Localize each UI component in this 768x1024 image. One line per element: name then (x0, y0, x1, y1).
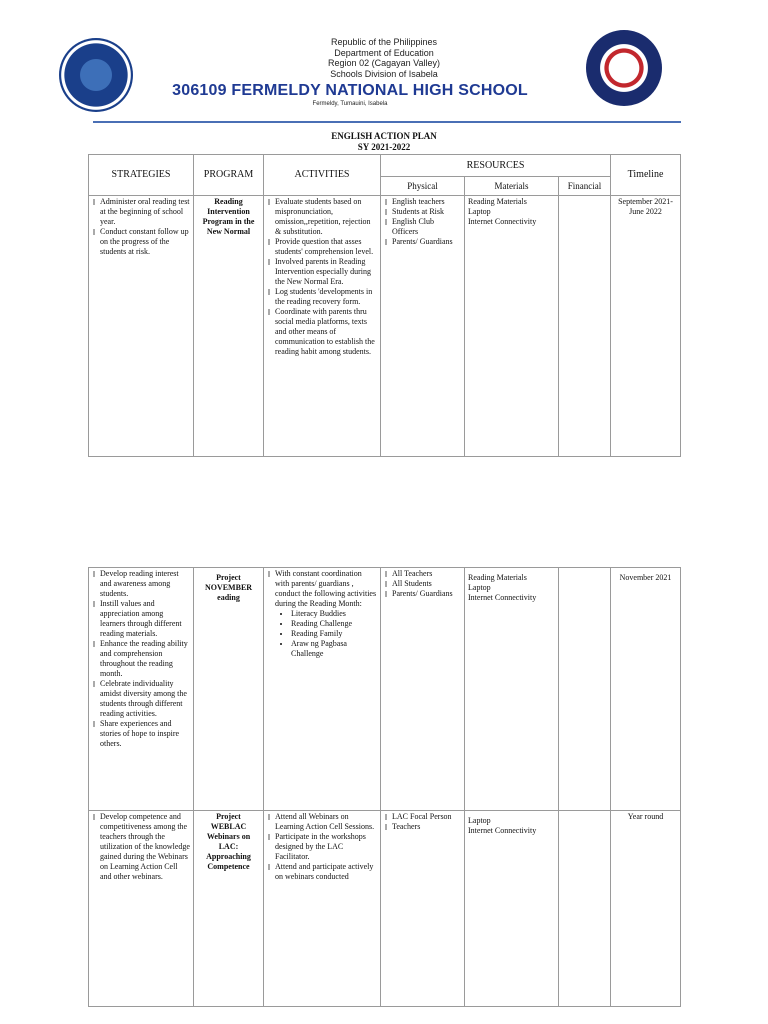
program-cell: Project NOVEMBER eading (194, 568, 264, 811)
table-row (89, 196, 681, 457)
header-divider (93, 121, 681, 123)
table-row (89, 811, 681, 1007)
header-materials: Materials (465, 177, 559, 196)
timeline-cell: September 2021- June 2022 (611, 196, 681, 457)
header-activities: ACTIVITIES (264, 155, 381, 196)
header-resources: RESOURCES (381, 155, 611, 177)
activities-cell: Evaluate students based on mispronunciation, omission,,repetition, rejection & substitution. Provide question that asses students' comprehension level. Involved parents in Reading Intervention especially during the New Normal Era. Log students 'developments in the reading recovery form. Coordinate with parents thru social media platforms, texts and other means of communication to establish the reading habit among students. (264, 196, 381, 457)
activities-cell: Attend all Webinars on Learning Action Cell Sessions. Participate in the workshops designed by the LAC Facilitator. Attend and participate actively on webinars conducted (264, 811, 381, 1007)
strategies-cell: Develop reading interest and awareness among students. Instill values and appreciation among learners through different reading materials. Enhance the reading ability and comprehension throughout the reading month. Celebrate individuality amidst diversity among the students through different reading activities. Share experiences and stories of hope to inspire others. (89, 568, 194, 811)
materials-cell: Reading Materials Laptop Internet Connectivity (465, 196, 559, 457)
physical-cell: LAC Focal Person Teachers (381, 811, 465, 1007)
financial-cell (559, 811, 611, 1007)
header-lines: Republic of the Philippines Department of Education Region 02 (Cagayan Valley) Schools Division of Isabela (328, 37, 440, 79)
program-cell: Reading Intervention Program in the New Normal (194, 196, 264, 457)
header-timeline: Timeline (611, 155, 681, 196)
header-financial: Financial (559, 177, 611, 196)
financial-cell (559, 568, 611, 811)
strategies-cell: Develop competence and competitiveness among the teachers through the utilization of the knowledge gained during the Webinars on Learning Action Cell and other webinars. (89, 811, 194, 1007)
materials-cell: Laptop Internet Connectivity (465, 811, 559, 1007)
financial-cell (559, 196, 611, 457)
program-cell: Project WEBLAC Webinars on LAC: Approaching Competence (194, 811, 264, 1007)
timeline-cell: Year round (611, 811, 681, 1007)
table-row (89, 568, 681, 811)
school-name: 306109 FERMELDY NATIONAL HIGH SCHOOL (172, 82, 528, 99)
header-strategies: STRATEGIES (89, 155, 194, 196)
action-plan-table-continued (88, 567, 681, 1007)
activities-cell: With constant coordination with parents/ guardians , conduct the following activities during the Reading Month: • Literacy Buddies • Reading Challenge • Reading Family • Araw ng Pagbasa Challenge (264, 568, 381, 811)
physical-cell: English teachers Students at Risk English Club Officers Parents/ Guardians (381, 196, 465, 457)
strategies-cell: Administer oral reading test at the beginning of school year. Conduct constant follow up on the progress of the students at risk. (89, 196, 194, 457)
action-plan-table (88, 154, 681, 457)
physical-cell: All Teachers All Students Parents/ Guardians (381, 568, 465, 811)
letterhead (0, 0, 768, 125)
document-title: ENGLISH ACTION PLAN SY 2021-2022 (331, 131, 437, 152)
materials-cell: Reading Materials Laptop Internet Connectivity (465, 568, 559, 811)
school-address: Fermeldy, Tumauini, Isabela (312, 101, 388, 107)
header-physical: Physical (381, 177, 465, 196)
timeline-cell: November 2021 (611, 568, 681, 811)
school-seal-icon (586, 30, 662, 106)
header-program: PROGRAM (194, 155, 264, 196)
